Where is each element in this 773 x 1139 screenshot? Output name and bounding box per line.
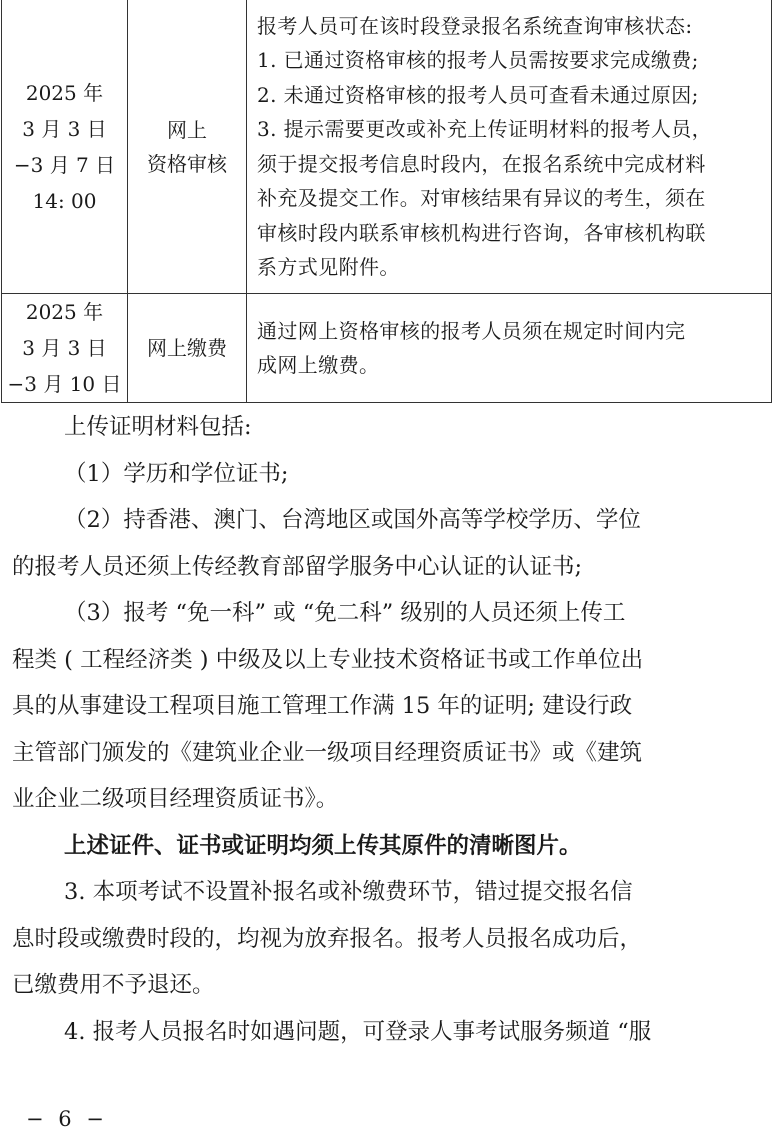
paragraph-3-line: 3. 本项考试不设置补报名或补缴费环节，错过提交报名信 xyxy=(64,879,633,905)
desc-line: 3. 提示需要更改或补充上传证明材料的报考人员， xyxy=(257,117,713,141)
schedule-table xyxy=(1,0,772,403)
paragraph-4-line: 4. 报考人员报名时如遇问题，可登录人事考试服务频道 “服 xyxy=(64,1018,652,1045)
paragraph-3-line: 息时段或缴费时段的，均视为放弃报名。报考人员报名成功后， xyxy=(12,925,643,952)
desc-line: 2. 未通过资格审核的报考人员可查看未通过原因; xyxy=(257,82,699,107)
date-line: 3 月 3 日 xyxy=(22,116,107,141)
date-line: −3 月 7 日 xyxy=(13,152,116,177)
date-line: 2025 年 xyxy=(25,80,104,105)
paragraph-item-1: （1）学历和学位证书; xyxy=(64,460,289,487)
date-cell xyxy=(2,0,128,294)
description-cell xyxy=(247,0,772,294)
page-number: − 6 − xyxy=(26,1107,108,1131)
paragraph-item-3-line: 具的从事建设工程项目施工管理工作满 15 年的证明; 建设行政 xyxy=(12,693,633,719)
item-cell xyxy=(128,0,247,294)
bold-note: 上述证件、证书或证明均须上传其原件的清晰图片。 xyxy=(64,832,582,859)
desc-line: 补充及提交工作。对审核结果有异议的考生，须在 xyxy=(257,186,706,210)
item-cell xyxy=(128,294,247,403)
paragraph-item-3-line: 程类 ( 工程经济类 ) 中级及以上专业技术资格证书或工作单位出 xyxy=(12,646,644,673)
paragraph-item-3-line: （3）报考 “免一科” 或 “免二科” 级别的人员还须上传工 xyxy=(64,600,626,626)
date-line: 14: 00 xyxy=(32,188,97,213)
item-line: 网上 xyxy=(167,117,207,142)
desc-line: 须于提交报考信息时段内，在报名系统中完成材料 xyxy=(257,151,706,176)
paragraph-item-3-line: 业企业二级项目经理资质证书》。 xyxy=(12,786,339,812)
item-line: 网上缴费 xyxy=(147,336,227,360)
desc-line: 通过网上资格审核的报考人员须在规定时间内完 xyxy=(257,318,686,343)
paragraph-upload-intro: 上传证明材料包括: xyxy=(64,414,252,440)
paragraph-3-line: 已缴费用不予退还。 xyxy=(12,972,215,998)
item-line: 资格审核 xyxy=(147,151,227,176)
table-row xyxy=(2,0,772,294)
paragraph-item-3-line: 主管部门颁发的《建筑业企业一级项目经理资质证书》或《建筑 xyxy=(12,739,643,766)
desc-line: 系方式见附件。 xyxy=(257,255,400,279)
date-line: 2025 年 xyxy=(25,300,104,324)
desc-line: 审核时段内联系审核机构进行咨询，各审核机构联 xyxy=(257,220,706,245)
date-line: 3 月 3 日 xyxy=(22,336,107,360)
paragraph-item-2-line: 的报考人员还须上传经教育部留学服务中心认证的认证书; xyxy=(12,553,583,580)
desc-line: 报考人员可在该时段登录报名系统查询审核状态: xyxy=(257,13,693,38)
description-cell xyxy=(247,294,772,403)
body-text xyxy=(12,404,762,1055)
date-cell xyxy=(2,294,128,403)
date-line: −3 月 10 日 xyxy=(7,372,122,396)
desc-line: 成网上缴费。 xyxy=(257,353,380,377)
desc-line: 1. 已通过资格审核的报考人员需按要求完成缴费; xyxy=(257,48,699,72)
paragraph-item-2-line: （2）持香港、澳门、台湾地区或国外高等学校学历、学位 xyxy=(64,507,641,533)
table-row xyxy=(2,294,772,403)
